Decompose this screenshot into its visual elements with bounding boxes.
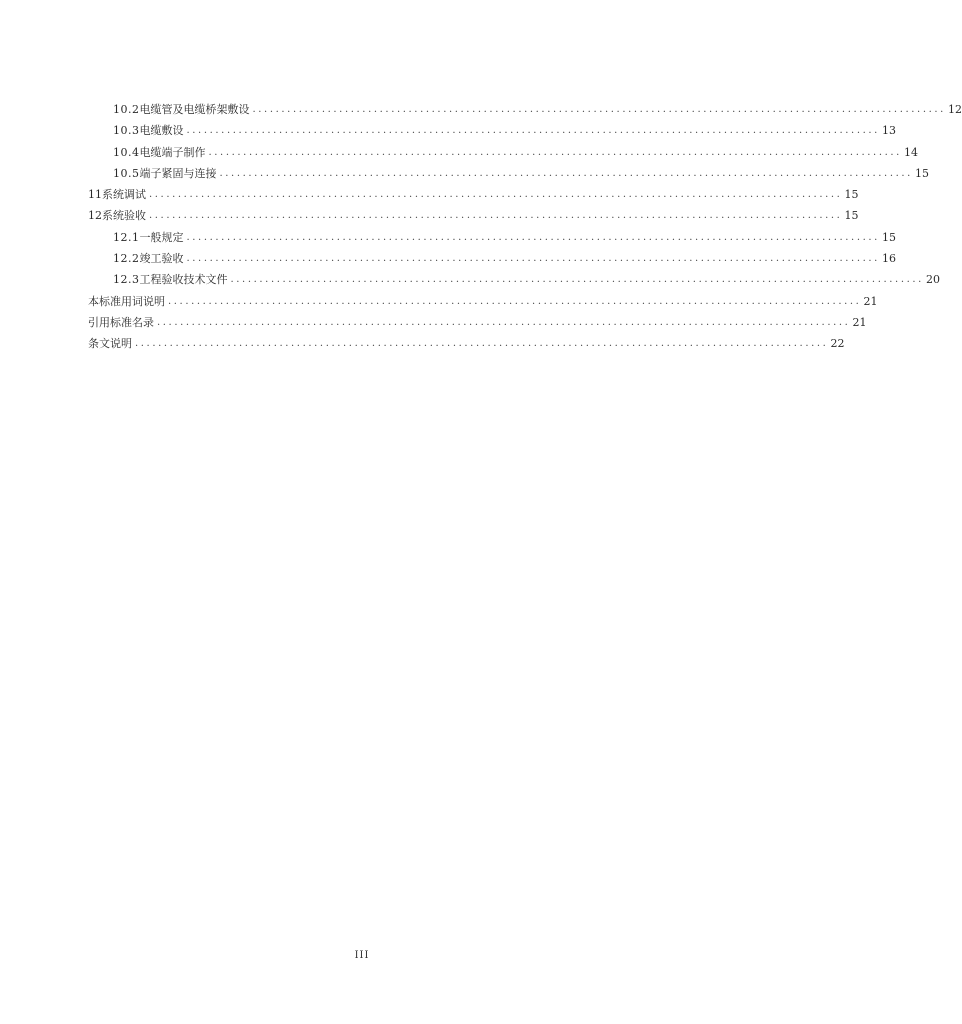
toc-entry-page: 22: [830, 337, 845, 351]
toc-dot-leader: ........................................................................................................................: [186, 125, 880, 137]
toc-entry-page: 15: [914, 166, 929, 180]
toc-dot-leader: ........................................................................................................................: [219, 167, 913, 179]
toc-dot-leader: ........................................................................................................................: [208, 146, 902, 158]
toc-entry-title: 工程验收技术文件: [139, 273, 228, 287]
toc-entry-title: 条文说明: [88, 337, 132, 351]
toc-entry-number: 12.1: [113, 230, 140, 244]
toc-entry-page: 21: [852, 315, 867, 329]
toc-entry-title: 系统调试: [102, 188, 146, 202]
toc-entry[interactable]: [88, 99, 962, 120]
toc-entry[interactable]: [88, 269, 940, 290]
toc-dot-leader: ........................................................................................................................: [186, 253, 880, 265]
toc-entry-page: 13: [881, 124, 896, 138]
toc-entry[interactable]: [88, 227, 896, 248]
toc-entry-title: 引用标准名录: [88, 315, 154, 329]
toc-entry[interactable]: [88, 163, 929, 184]
toc-entry-number: 12.2: [113, 252, 140, 266]
toc-dot-leader: ........................................................................................................................: [157, 316, 851, 328]
toc-entry-number: 10.5: [113, 166, 140, 180]
toc-entry-title: 本标准用词说明: [88, 294, 165, 308]
toc-entry-page: 12: [947, 103, 962, 116]
toc-entry-page: 20: [925, 273, 940, 287]
toc-entry-title: 竣工验收: [139, 252, 184, 266]
toc-dot-leader: ........................................................................................................................: [168, 295, 862, 307]
toc-dot-leader: ........................................................................................................................: [230, 274, 924, 286]
toc-entry[interactable]: [88, 333, 845, 354]
toc-entry[interactable]: [88, 291, 878, 312]
toc-entry-title: 端子紧固与连接: [139, 166, 217, 180]
toc-entry-title: 电缆管及电缆桥架敷设: [139, 103, 250, 116]
toc-entry-page: 14: [903, 145, 918, 159]
toc-entry-number: 10.4: [113, 145, 140, 159]
toc-entry[interactable]: [88, 184, 859, 205]
toc-entry-page: 15: [844, 188, 859, 202]
toc-entry-page: 15: [844, 209, 859, 223]
toc-dot-leader: ........................................................................................................................: [252, 104, 946, 115]
toc-entry-title: 电缆敷设: [139, 124, 184, 138]
toc-entry[interactable]: [88, 120, 896, 141]
toc-entry-number: 12: [88, 209, 102, 223]
toc-entry-number: 12.3: [113, 273, 140, 287]
toc-dot-leader: ........................................................................................................................: [149, 210, 843, 222]
toc-entry-number: 10.3: [113, 124, 140, 138]
toc-entry-number: 11: [88, 188, 102, 202]
table-of-contents: [88, 99, 962, 355]
toc-dot-leader: ........................................................................................................................: [135, 338, 829, 350]
toc-dot-leader: ........................................................................................................................: [149, 189, 843, 201]
toc-entry-page: 16: [881, 252, 896, 266]
toc-entry-title: 系统验收: [102, 209, 146, 223]
toc-entry[interactable]: [88, 248, 896, 269]
toc-entry-page: 21: [863, 294, 878, 308]
toc-entry[interactable]: [88, 142, 918, 163]
page-number-footer: III: [354, 950, 370, 961]
toc-entry-title: 一般规定: [139, 230, 184, 244]
toc-entry[interactable]: [88, 312, 867, 333]
toc-entry[interactable]: [88, 205, 859, 226]
toc-dot-leader: ........................................................................................................................: [186, 231, 880, 243]
toc-entry-page: 15: [881, 230, 896, 244]
toc-entry-title: 电缆端子制作: [139, 145, 206, 159]
toc-entry-number: 10.2: [113, 103, 140, 116]
